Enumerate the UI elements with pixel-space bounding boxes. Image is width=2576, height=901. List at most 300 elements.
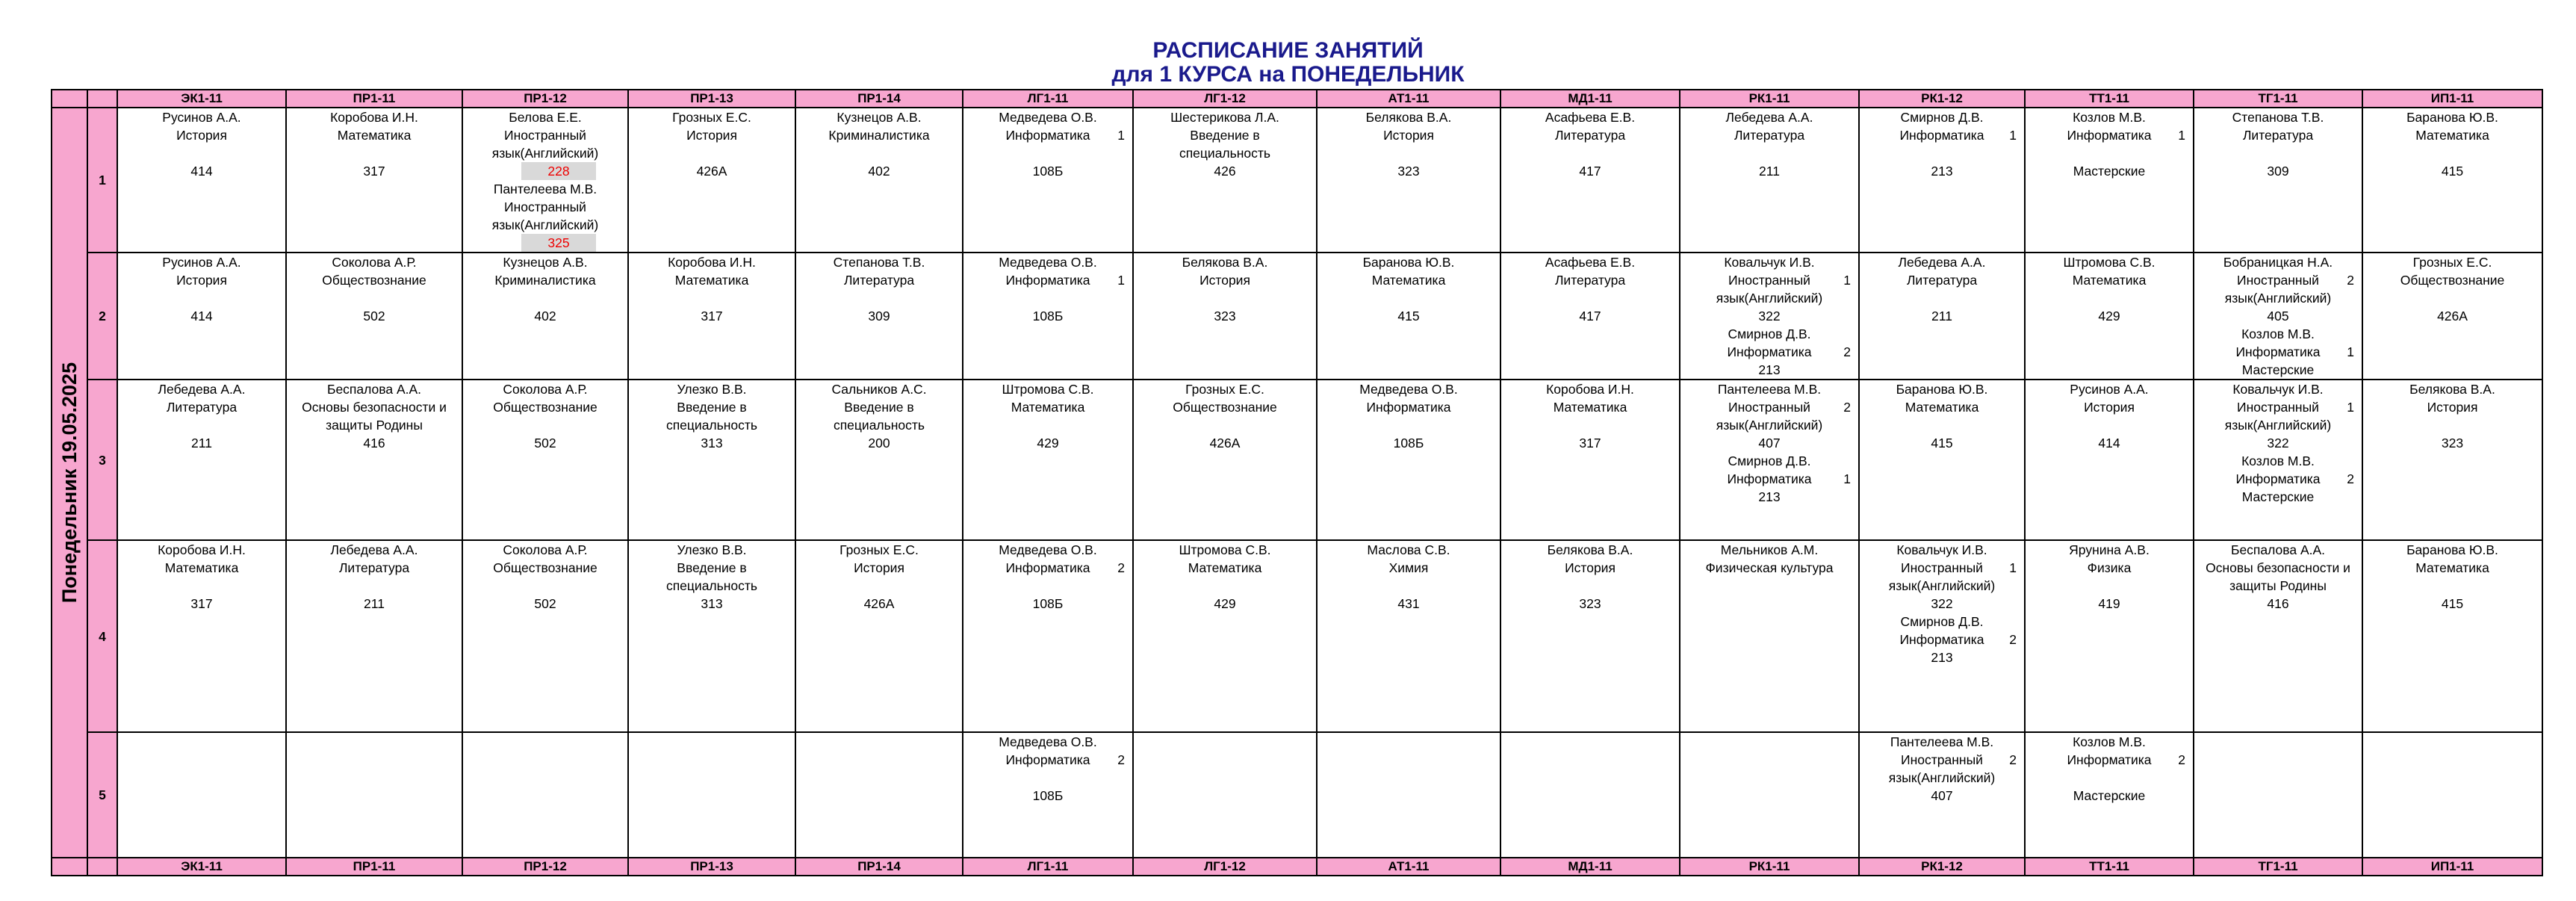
day-label: Понедельник 19.05.2025 xyxy=(58,362,81,604)
lesson-cell[interactable] xyxy=(1500,253,1680,380)
lesson-cell[interactable] xyxy=(286,540,462,732)
lesson-entry xyxy=(963,733,1132,805)
lesson-cell[interactable] xyxy=(795,253,963,380)
subgroup-number: 1 xyxy=(1117,128,1125,143)
teacher-name: Штромова С.В. xyxy=(1179,542,1271,557)
lesson-cell[interactable] xyxy=(963,108,1133,253)
room-number: 317 xyxy=(701,309,723,323)
group-header: МД1-11 xyxy=(1500,90,1680,108)
lesson-cell[interactable] xyxy=(963,540,1133,732)
lesson-entry xyxy=(796,380,962,452)
lesson-entry xyxy=(1501,108,1679,180)
lesson-entry xyxy=(287,253,462,325)
subject-name: Информатика xyxy=(1005,128,1090,143)
room-number: 415 xyxy=(2441,596,2464,611)
lesson-cell[interactable] xyxy=(1133,108,1317,253)
teacher-name: Смирнов Д.В. xyxy=(1728,453,1811,468)
lesson-entry xyxy=(1134,253,1316,325)
lesson-cell[interactable] xyxy=(462,108,628,253)
lesson-entry xyxy=(796,541,962,613)
group-header: ПР1-13 xyxy=(628,90,795,108)
group-header: РК1-11 xyxy=(1680,90,1859,108)
subject-name: Математика xyxy=(1011,400,1085,415)
lesson-entry xyxy=(2363,108,2542,180)
pair-row xyxy=(52,540,2542,732)
header-corner xyxy=(52,858,87,876)
lesson-entry xyxy=(2194,541,2362,613)
teacher-name: Степанова Т.В. xyxy=(2232,110,2324,125)
lesson-cell[interactable] xyxy=(1133,380,1317,540)
group-header: ЛГ1-12 xyxy=(1133,858,1317,876)
group-header: МД1-11 xyxy=(1500,858,1680,876)
room-number: 323 xyxy=(2441,436,2464,450)
lesson-cell[interactable] xyxy=(462,253,628,380)
lesson-entry xyxy=(287,380,462,452)
subject-name: Криминалистика xyxy=(828,128,930,143)
group-header: ПР1-14 xyxy=(795,858,963,876)
lesson-cell[interactable] xyxy=(286,108,462,253)
group-header: АТ1-11 xyxy=(1317,90,1500,108)
teacher-name: Русинов А.А. xyxy=(162,110,241,125)
group-header: РК1-12 xyxy=(1859,90,2025,108)
lesson-cell[interactable] xyxy=(117,732,286,858)
lesson-entry xyxy=(2026,733,2193,805)
lesson-cell[interactable] xyxy=(1317,253,1500,380)
lesson-cell[interactable] xyxy=(1317,108,1500,253)
subject-name: Основы безопасности и защиты Родины xyxy=(302,400,447,433)
room-number: 502 xyxy=(363,309,385,323)
lesson-cell[interactable] xyxy=(2194,380,2362,540)
lesson-cell[interactable] xyxy=(2362,380,2542,540)
subject-name: Обществознание xyxy=(1173,400,1277,415)
room-number: 502 xyxy=(534,436,556,450)
lesson-cell[interactable] xyxy=(1317,732,1500,858)
subject-name: Иностранный язык(Английский) xyxy=(491,199,599,232)
lesson-entry xyxy=(2363,541,2542,613)
teacher-name: Соколова А.Р. xyxy=(503,542,588,557)
lesson-entry xyxy=(2194,452,2362,506)
subject-name: Информатика xyxy=(2067,752,2152,767)
lesson-entry xyxy=(2194,108,2362,180)
room-number: 317 xyxy=(363,164,385,179)
lesson-cell[interactable] xyxy=(628,380,795,540)
group-header: ЛГ1-12 xyxy=(1133,90,1317,108)
lesson-cell[interactable] xyxy=(286,253,462,380)
lesson-cell[interactable] xyxy=(1680,540,1859,732)
lesson-entry xyxy=(463,253,627,325)
teacher-name: Штромова С.В. xyxy=(2063,255,2156,270)
teacher-name: Кузнецов А.В. xyxy=(503,255,588,270)
subject-name: Иностранный язык(Английский) xyxy=(1716,273,1823,306)
lesson-entry xyxy=(1860,733,2024,805)
lesson-cell[interactable] xyxy=(628,108,795,253)
lesson-cell[interactable] xyxy=(2362,540,2542,732)
teacher-name: Соколова А.Р. xyxy=(503,382,588,397)
room-number: Мастерские xyxy=(2241,362,2315,377)
lesson-cell[interactable] xyxy=(2194,732,2362,858)
teacher-name: Шестерикова Л.А. xyxy=(1170,110,1279,125)
lesson-cell[interactable] xyxy=(795,108,963,253)
header-row-bottom xyxy=(52,858,2542,876)
subgroup-number: 2 xyxy=(2178,752,2185,767)
subject-name: Обществознание xyxy=(493,560,598,575)
room-number: 322 xyxy=(1931,596,1953,611)
lesson-cell[interactable] xyxy=(462,540,628,732)
teacher-name: Грозных Е.С. xyxy=(839,542,919,557)
room-number: Мастерские xyxy=(2073,788,2146,803)
room-number: 108Б xyxy=(1032,596,1064,611)
room-number: 426А xyxy=(2437,309,2468,323)
teacher-name: Улезко В.В. xyxy=(677,382,747,397)
room-number: 419 xyxy=(2098,596,2120,611)
lesson-cell[interactable] xyxy=(117,540,286,732)
teacher-name: Баранова Ю.В. xyxy=(2406,542,2498,557)
subject-name: Математика xyxy=(2072,273,2147,288)
teacher-name: Сальников А.С. xyxy=(831,382,927,397)
lesson-cell[interactable] xyxy=(1680,253,1859,380)
lesson-entry xyxy=(287,108,462,180)
lesson-entry xyxy=(1501,541,1679,613)
teacher-name: Пантелеева М.В. xyxy=(1890,734,1994,749)
subgroup-number: 2 xyxy=(1843,400,1851,415)
subgroup-number: 2 xyxy=(2009,752,2017,767)
pair-row xyxy=(52,380,2542,540)
group-header: ИП1-11 xyxy=(2362,858,2542,876)
room-number: 323 xyxy=(1214,309,1236,323)
room-number: 416 xyxy=(363,436,385,450)
lesson-cell[interactable] xyxy=(2362,108,2542,253)
room-number: 414 xyxy=(190,164,213,179)
group-header: ТГ1-11 xyxy=(2194,858,2362,876)
lesson-cell[interactable] xyxy=(963,253,1133,380)
lesson-cell[interactable] xyxy=(795,380,963,540)
room-number: 426 xyxy=(1214,164,1236,179)
teacher-name: Белякова В.А. xyxy=(2409,382,2495,397)
subject-name: Литература xyxy=(1554,273,1626,288)
subject-name: Физическая культура xyxy=(1705,560,1834,575)
lesson-entry xyxy=(629,253,795,325)
lesson-cell[interactable] xyxy=(2025,108,2194,253)
lesson-cell[interactable] xyxy=(1859,108,2025,253)
lesson-entry xyxy=(118,380,285,452)
lesson-entry xyxy=(2026,380,2193,452)
lesson-entry xyxy=(796,253,962,325)
lesson-cell[interactable] xyxy=(1317,540,1500,732)
lesson-cell[interactable] xyxy=(628,540,795,732)
lesson-entry xyxy=(118,253,285,325)
room-number: 417 xyxy=(1579,164,1601,179)
teacher-name: Ковальчук И.В. xyxy=(1896,542,1987,557)
group-header: РК1-11 xyxy=(1680,858,1859,876)
lesson-cell[interactable] xyxy=(2194,253,2362,380)
lesson-cell[interactable] xyxy=(2362,732,2542,858)
lesson-cell[interactable] xyxy=(628,253,795,380)
lesson-entry xyxy=(463,108,627,180)
subject-name: Физика xyxy=(2087,560,2132,575)
lesson-cell[interactable] xyxy=(1317,380,1500,540)
group-header: РК1-12 xyxy=(1859,858,2025,876)
lesson-cell[interactable] xyxy=(1500,732,1680,858)
teacher-name: Лебедева А.А. xyxy=(330,542,418,557)
teacher-name: Коробова И.Н. xyxy=(668,255,756,270)
lesson-cell[interactable] xyxy=(1859,253,2025,380)
header-row-top xyxy=(52,90,2542,108)
subject-name: Обществознание xyxy=(2400,273,2505,288)
lesson-cell[interactable] xyxy=(117,108,286,253)
lesson-cell[interactable] xyxy=(1500,540,1680,732)
room-number: 426А xyxy=(863,596,895,611)
lesson-entry xyxy=(2026,108,2193,180)
lesson-entry xyxy=(1134,541,1316,613)
pair-row xyxy=(52,732,2542,858)
lesson-entry xyxy=(963,541,1132,613)
lesson-entry xyxy=(287,541,462,613)
lesson-cell[interactable] xyxy=(462,732,628,858)
teacher-name: Грозных Е.С. xyxy=(2412,255,2492,270)
subject-name: История xyxy=(176,128,227,143)
subgroup-number: 1 xyxy=(2178,128,2185,143)
subject-name: История xyxy=(2084,400,2135,415)
teacher-name: Козлов М.В. xyxy=(2073,110,2146,125)
subject-name: Информатика xyxy=(1727,471,1812,486)
lesson-cell[interactable] xyxy=(1500,380,1680,540)
lesson-cell[interactable] xyxy=(2025,540,2194,732)
group-header: ТТ1-11 xyxy=(2025,858,2194,876)
teacher-name: Коробова И.Н. xyxy=(330,110,418,125)
subject-name: Информатика xyxy=(2067,128,2152,143)
pair-number: 4 xyxy=(87,540,117,732)
subgroup-number: 1 xyxy=(1843,471,1851,486)
room-number: 431 xyxy=(1397,596,1420,611)
lesson-cell[interactable] xyxy=(2025,380,2194,540)
teacher-name: Бобраницкая Н.А. xyxy=(2223,255,2333,270)
room-number: 213 xyxy=(1758,489,1781,504)
lesson-entry xyxy=(1680,380,1858,452)
title-line-2: для 1 КУРСА на ПОНЕДЕЛЬНИК xyxy=(1111,62,1465,87)
group-header: ПР1-11 xyxy=(286,858,462,876)
subject-name: Литература xyxy=(2242,128,2314,143)
teacher-name: Медведева О.В. xyxy=(999,542,1097,557)
subgroup-number: 1 xyxy=(2009,560,2017,575)
lesson-entry xyxy=(463,380,627,452)
teacher-name: Коробова И.Н. xyxy=(158,542,246,557)
subject-name: История xyxy=(854,560,904,575)
lesson-cell[interactable] xyxy=(795,540,963,732)
subject-name: История xyxy=(2427,400,2478,415)
subject-name: Математика xyxy=(2415,560,2489,575)
lesson-entry xyxy=(1318,541,1500,613)
lesson-cell[interactable] xyxy=(2194,108,2362,253)
teacher-name: Степанова Т.В. xyxy=(833,255,925,270)
teacher-name: Грозных Е.С. xyxy=(1185,382,1264,397)
room-number: 415 xyxy=(2441,164,2464,179)
room-number: 108Б xyxy=(1393,436,1424,450)
lesson-cell[interactable] xyxy=(2194,540,2362,732)
teacher-name: Беспалова А.А. xyxy=(326,382,422,397)
subject-name: Введение в специальность xyxy=(1179,128,1271,161)
group-header: ЭК1-11 xyxy=(117,90,286,108)
pair-row xyxy=(52,108,2542,253)
lesson-cell[interactable] xyxy=(1680,108,1859,253)
subject-name: Основы безопасности и защиты Родины xyxy=(2206,560,2350,593)
lesson-entry xyxy=(1860,541,2024,613)
subject-name: История xyxy=(1383,128,1434,143)
teacher-name: Смирнов Д.В. xyxy=(1900,614,1984,629)
room-number: 317 xyxy=(1579,436,1601,450)
room-number: 414 xyxy=(190,309,213,323)
lesson-cell[interactable] xyxy=(2362,253,2542,380)
teacher-name: Баранова Ю.В. xyxy=(2406,110,2498,125)
room-number: 108Б xyxy=(1032,164,1064,179)
teacher-name: Улезко В.В. xyxy=(677,542,747,557)
room-number: 213 xyxy=(1931,650,1953,665)
lesson-entry xyxy=(1680,253,1858,325)
header-corner xyxy=(52,90,87,108)
lesson-cell[interactable] xyxy=(628,732,795,858)
subject-name: Литература xyxy=(1554,128,1626,143)
teacher-name: Баранова Ю.В. xyxy=(1896,382,1988,397)
teacher-name: Маслова С.В. xyxy=(1367,542,1450,557)
room-number: 313 xyxy=(701,596,723,611)
teacher-name: Асафьева Е.В. xyxy=(1545,110,1636,125)
header-corner xyxy=(87,90,117,108)
subject-name: Информатика xyxy=(1005,273,1090,288)
teacher-name: Медведева О.В. xyxy=(1359,382,1458,397)
subject-name: История xyxy=(1565,560,1616,575)
lesson-cell[interactable] xyxy=(1859,380,2025,540)
teacher-name: Медведева О.В. xyxy=(999,734,1097,749)
subject-name: Иностранный язык(Английский) xyxy=(491,128,599,161)
lesson-cell[interactable] xyxy=(2025,253,2194,380)
subject-name: Математика xyxy=(1905,400,1979,415)
teacher-name: Лебедева А.А. xyxy=(158,382,246,397)
teacher-name: Баранова Ю.В. xyxy=(1362,255,1455,270)
room-number: 322 xyxy=(2267,436,2289,450)
lesson-cell[interactable] xyxy=(286,380,462,540)
lesson-entry xyxy=(1134,380,1316,452)
subject-name: Введение в специальность xyxy=(665,560,758,593)
lesson-cell[interactable] xyxy=(1133,732,1317,858)
pair-number: 3 xyxy=(87,380,117,540)
lesson-entry xyxy=(1860,613,2024,666)
subject-name: Обществознание xyxy=(493,400,598,415)
room-number: 426А xyxy=(696,164,727,179)
subject-name: Информатика xyxy=(2235,471,2321,486)
room-number: 415 xyxy=(1397,309,1420,323)
room-number: 414 xyxy=(2098,436,2120,450)
subgroup-number: 1 xyxy=(2009,128,2017,143)
teacher-name: Мельников А.М. xyxy=(1720,542,1819,557)
subject-name: Литература xyxy=(338,560,410,575)
subject-name: Литература xyxy=(843,273,915,288)
room-number: 108Б xyxy=(1032,788,1064,803)
group-header: ЭК1-11 xyxy=(117,858,286,876)
lesson-cell[interactable] xyxy=(2025,732,2194,858)
teacher-name: Кузнецов А.В. xyxy=(837,110,922,125)
lesson-cell[interactable] xyxy=(1680,380,1859,540)
lesson-entry xyxy=(1501,253,1679,325)
subject-name: Информатика xyxy=(2235,344,2321,359)
subject-name: Иностранный язык(Английский) xyxy=(1716,400,1823,433)
subgroup-number: 1 xyxy=(2347,344,2354,359)
lesson-entry xyxy=(1680,325,1858,379)
subgroup-number: 2 xyxy=(1117,752,1125,767)
schedule-table xyxy=(51,89,2543,876)
room-number: 317 xyxy=(190,596,213,611)
room-number: 309 xyxy=(2267,164,2289,179)
lesson-cell[interactable] xyxy=(1500,108,1680,253)
room-number: 407 xyxy=(1758,436,1781,450)
lesson-cell[interactable] xyxy=(963,380,1133,540)
lesson-entry xyxy=(1860,380,2024,452)
teacher-name: Медведева О.В. xyxy=(999,110,1097,125)
lesson-entry xyxy=(963,253,1132,325)
teacher-name: Козлов М.В. xyxy=(2241,453,2315,468)
room-number: 213 xyxy=(1931,164,1953,179)
lesson-entry xyxy=(1318,253,1500,325)
room-number: 502 xyxy=(534,596,556,611)
teacher-name: Ярунина А.В. xyxy=(2069,542,2150,557)
subject-name: Информатика xyxy=(1727,344,1812,359)
group-header: ТТ1-11 xyxy=(2025,90,2194,108)
subject-name: Иностранный язык(Английский) xyxy=(2224,273,2332,306)
subject-name: Информатика xyxy=(1899,632,1984,647)
teacher-name: Соколова А.Р. xyxy=(332,255,417,270)
teacher-name: Грозных Е.С. xyxy=(672,110,751,125)
room-number: 211 xyxy=(191,436,212,450)
teacher-name: Козлов М.В. xyxy=(2073,734,2146,749)
lesson-cell[interactable] xyxy=(117,380,286,540)
group-header: ПР1-12 xyxy=(462,858,628,876)
lesson-entry xyxy=(1318,380,1500,452)
room-number: 211 xyxy=(1931,309,1952,323)
subject-name: Математика xyxy=(1371,273,1446,288)
lesson-cell[interactable] xyxy=(117,253,286,380)
lesson-cell[interactable] xyxy=(1859,540,2025,732)
lesson-entry xyxy=(1860,253,2024,325)
room-number: 405 xyxy=(2267,309,2289,323)
room-number: Мастерские xyxy=(2073,164,2146,179)
teacher-name: Белякова В.А. xyxy=(1547,542,1633,557)
pair-number: 5 xyxy=(87,732,117,858)
room-number: 416 xyxy=(2267,596,2289,611)
lesson-cell[interactable] xyxy=(462,380,628,540)
subject-name: Математика xyxy=(164,560,239,575)
lesson-cell[interactable] xyxy=(1133,540,1317,732)
lesson-cell[interactable] xyxy=(1859,732,2025,858)
lesson-entry xyxy=(2194,380,2362,452)
subgroup-number: 2 xyxy=(1117,560,1125,575)
lesson-cell[interactable] xyxy=(963,732,1133,858)
lesson-cell[interactable] xyxy=(286,732,462,858)
lesson-cell[interactable] xyxy=(1680,732,1859,858)
lesson-cell[interactable] xyxy=(795,732,963,858)
lesson-entry xyxy=(1680,541,1858,595)
lesson-entry xyxy=(118,108,285,180)
group-header: ПР1-14 xyxy=(795,90,963,108)
lesson-cell[interactable] xyxy=(1133,253,1317,380)
pair-number: 1 xyxy=(87,108,117,253)
subject-name: Информатика xyxy=(1366,400,1451,415)
subject-name: Иностранный язык(Английский) xyxy=(1888,752,1996,785)
room-number: 323 xyxy=(1579,596,1601,611)
lesson-entry xyxy=(2026,253,2193,325)
subgroup-number: 2 xyxy=(2009,632,2017,647)
room-number: 407 xyxy=(1931,788,1953,803)
subject-name: Введение в специальность xyxy=(833,400,925,433)
subject-name: Математика xyxy=(1553,400,1627,415)
subject-name: Информатика xyxy=(1899,128,1984,143)
